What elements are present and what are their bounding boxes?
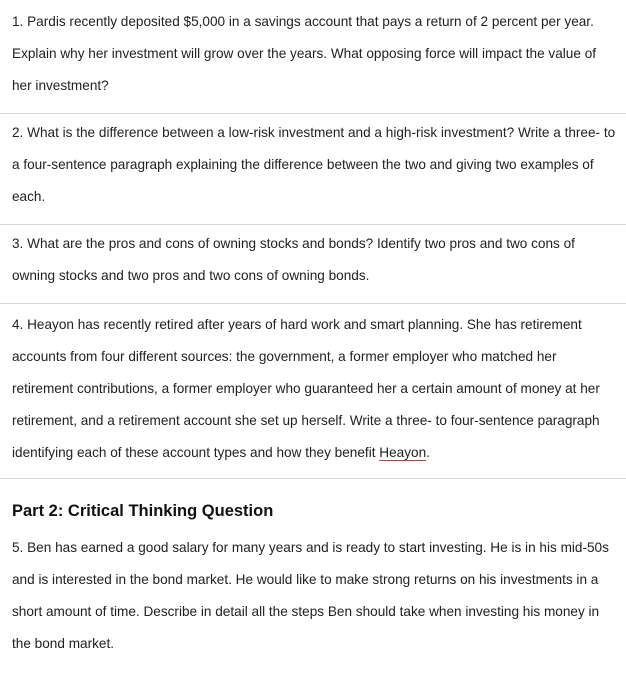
- question-4-text: 4. Heayon has recently retired after years of hard work and smart planning. She has retirement accounts from four different sources: the government, a former employer who matched her retirement contributions, a former employer who guaranteed her a certain amount of money at her retirement, and a retirement account she set up herself. Write a three- to four-sentence paragraph identifying each of these account types and how they benefit: [12, 317, 600, 460]
- question-4-name-underlined: Heayon: [379, 445, 427, 460]
- question-2: 2. What is the difference between a low-risk investment and a high-risk investment? Write a three- to a four-sentence paragraph explaining the difference between the two and giving two examples of each.: [12, 125, 616, 204]
- divider: [0, 478, 626, 479]
- question-3: 3. What are the pros and cons of owning stocks and bonds? Identify two pros and two cons of owning stocks and two pros and two cons of owning bonds.: [12, 236, 575, 283]
- divider: [0, 224, 626, 225]
- question-5: 5. Ben has earned a good salary for many years and is ready to start investing. He is in his mid-50s and is interested in the bond market. He would like to make strong returns on his investments in a short amount of time. Describe in detail all the steps Ben should take when investing his money in the bond market.: [12, 540, 609, 651]
- question-1: 1. Pardis recently deposited $5,000 in a savings account that pays a return of 2 percent per year. Explain why her investment will grow over the years. What opposing force will impact the value of her investment?: [12, 14, 597, 93]
- part-2-heading: Part 2: Critical Thinking Question: [12, 502, 274, 520]
- divider: [0, 113, 626, 114]
- question-4: [12, 309, 616, 469]
- divider: [0, 303, 626, 304]
- question-4-period: .: [426, 445, 430, 460]
